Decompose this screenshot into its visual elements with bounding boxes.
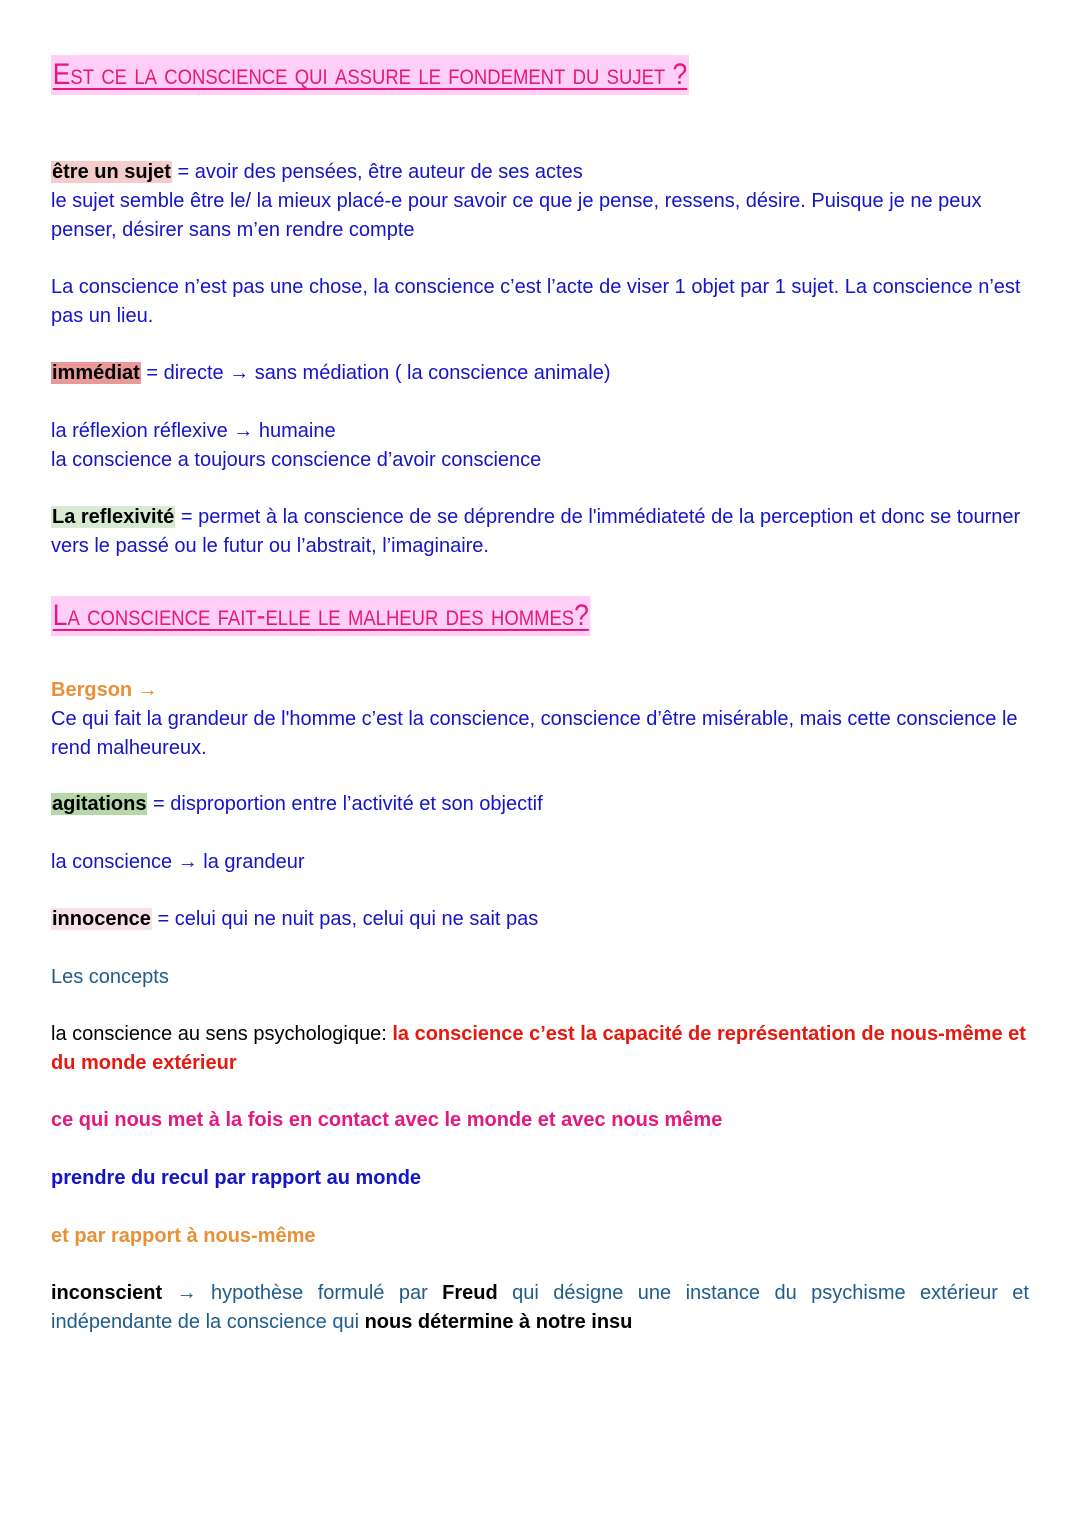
inconscient-part-1: → hypothèse formulé par [162,1282,443,1304]
definition-immediat: = directe → sans médiation ( la conscience animale) [140,362,611,384]
paragraph-innocence [51,905,1029,934]
author-bergson: Bergson → [51,679,158,701]
paragraph-sujet [51,158,1029,245]
rapport-text: et par rapport à nous-même [51,1225,316,1247]
paragraph-reflexivite [51,503,1029,561]
psychologique-definition: la conscience c’est la capacité de représentation de nous-même et du monde extérieur [51,1023,1026,1074]
reflexion-line-2: la conscience a toujours conscience d’avoir conscience [51,449,542,471]
reflexion-line-1: la réflexion réflexive → humaine [51,420,336,442]
term-inconscient: inconscient [51,1282,163,1304]
heading-fondement-sujet: Est ce la conscience qui assure le fondement du sujet ? [51,55,689,95]
paragraph-recul [51,1164,1029,1193]
psychologique-intro: la conscience au sens psychologique: [51,1023,393,1045]
term-innocence: innocence [52,908,151,930]
paragraph-contact [51,1106,1029,1135]
paragraph-grandeur [51,848,1029,877]
grandeur-text: la conscience → la grandeur [51,851,305,873]
paragraph-inconscient [51,1279,1029,1337]
term-agitations: agitations [52,793,147,815]
term-immediat: immédiat [52,362,140,384]
bergson-text: Ce qui fait la grandeur de l'homme c’est la conscience, conscience d’être misérable, mais cette conscience le rend malheureux. [51,708,1018,759]
inconscient-part-2: qui désigne une instance du psychisme extérieur et indépendante de la conscience qui [51,1282,1029,1333]
definition-sujet: = avoir des pensées, être auteur de ses actes [171,161,583,183]
heading-malheur-hommes: La conscience fait-elle le malheur des hommes? [51,596,591,636]
paragraph-bergson [51,676,1029,763]
paragraph-immediat [51,359,1029,388]
paragraph-reflexion [51,417,1029,475]
paragraph-conscience-chose [51,273,1029,331]
paragraph-psychologique [51,1020,1029,1078]
definition-agitations: = disproportion entre l’activité et son objectif [147,793,543,815]
concepts-label: Les concepts [51,966,169,988]
definition-reflexivite: = permet à la conscience de se déprendre de l'immédiateté de la perception et donc se tourner vers le passé ou le futur ou l’abstrait, l’imaginaire. [51,506,1021,557]
contact-text: ce qui nous met à la fois en contact avec le monde et avec nous même [51,1109,723,1131]
paragraph-concepts [51,963,1029,992]
conscience-chose-text: La conscience n’est pas une chose, la conscience c’est l’acte de viser 1 objet par 1 sujet. La conscience n’est pas un lieu. [51,276,1021,327]
paragraph-rapport [51,1222,1029,1251]
term-reflexivite: La reflexivité [52,506,175,528]
author-freud: Freud [442,1282,498,1304]
term-etre-un-sujet: être un sujet [52,161,171,183]
definition-innocence: = celui qui ne nuit pas, celui qui ne sait pas [151,908,539,930]
sujet-explanation: le sujet semble être le/ la mieux placé-e pour savoir ce que je pense, ressens, désire. Puisque je ne peux penser, désirer sans m’en rendre compte [51,190,982,241]
recul-text: prendre du recul par rapport au monde [51,1167,422,1189]
paragraph-agitations [51,790,1029,819]
inconscient-end: nous détermine à notre insu [364,1311,633,1333]
